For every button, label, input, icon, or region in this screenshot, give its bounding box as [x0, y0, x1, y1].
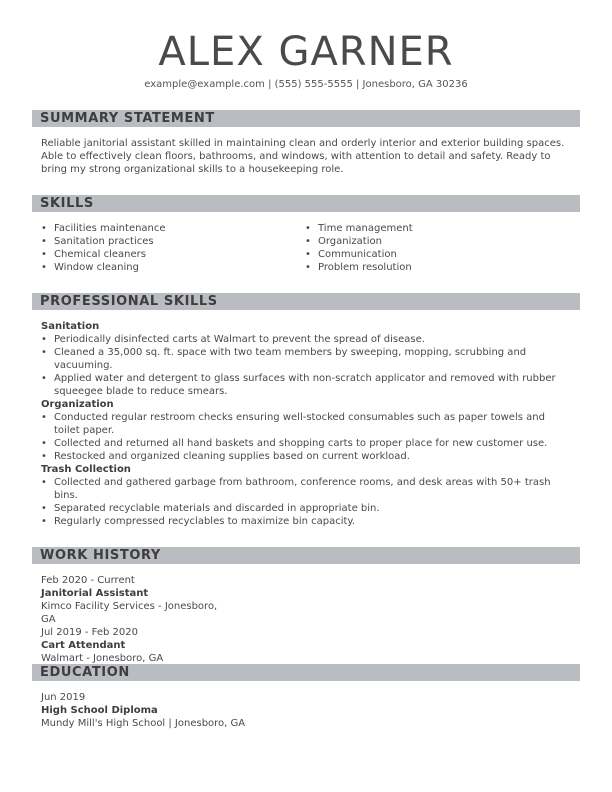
education-heading: EDUCATION — [32, 664, 580, 681]
skill-item: • Organization — [305, 235, 555, 248]
education-school: Mundy Mill's High School | Jonesboro, GA — [41, 718, 246, 729]
skill-item: • Facilities maintenance — [41, 222, 291, 235]
skill-item: • Sanitation practices — [41, 235, 291, 248]
job-title: Janitorial Assistant — [41, 588, 149, 599]
job-company: Walmart - Jonesboro, GA — [41, 653, 164, 664]
skill-item: • Window cleaning — [41, 261, 291, 274]
achievement-item: • Periodically disinfected carts at Walmart to prevent the spread of disease. — [41, 333, 573, 346]
achievement-item: • Applied water and detergent to glass surfaces with non-scratch applicator and removed with rubber squeegee blade to reduce smears. — [41, 372, 573, 398]
skill-item: • Time management — [305, 222, 555, 235]
candidate-name: ALEX GARNER — [158, 29, 454, 75]
summary-text: Reliable janitorial assistant skilled in maintaining clean and orderly interior and exterior building spaces. Able to effectively clean floors, bathrooms, and windows, with attention to detail and safety. Ready to bring my strong organizational skills to a housekeeping role. — [41, 138, 565, 175]
contact-line: example@example.com | (555) 555-5555 | Jonesboro, GA 30236 — [144, 79, 468, 90]
work-history-body — [41, 574, 241, 665]
job-dates: Feb 2020 - Current — [41, 575, 135, 586]
education-degree: High School Diploma — [41, 705, 158, 716]
job-company-state: GA — [41, 614, 56, 625]
professional-skills-heading: PROFESSIONAL SKILLS — [32, 293, 580, 310]
skill-item: • Communication — [305, 248, 555, 261]
achievement-item: • Regularly compressed recyclables to maximize bin capacity. — [41, 515, 573, 528]
job-dates: Jul 2019 - Feb 2020 — [41, 627, 138, 638]
achievement-item: • Restocked and organized cleaning supplies based on current workload. — [41, 450, 573, 463]
achievement-item: • Collected and gathered garbage from bathroom, conference rooms, and desk areas with 50+ trash bins. — [41, 476, 573, 502]
achievement-item: • Cleaned a 35,000 sq. ft. space with two team members by sweeping, mopping, scrubbing and vacuuming. — [41, 346, 573, 372]
work-history-heading: WORK HISTORY — [32, 547, 580, 564]
skill-group-heading: Trash Collection — [41, 464, 131, 475]
skills-right-column — [305, 222, 555, 274]
education-date: Jun 2019 — [41, 692, 86, 703]
professional-skills-body — [41, 320, 573, 528]
education-body — [41, 691, 573, 730]
skill-group-heading: Sanitation — [41, 321, 100, 332]
achievement-item: • Separated recyclable materials and discarded in appropriate bin. — [41, 502, 573, 515]
achievement-item: • Collected and returned all hand baskets and shopping carts to proper place for new customer use. — [41, 437, 573, 450]
skills-heading: SKILLS — [32, 195, 580, 212]
skills-left-column — [41, 222, 291, 274]
summary-heading: SUMMARY STATEMENT — [32, 110, 580, 127]
job-title: Cart Attendant — [41, 640, 126, 651]
achievement-item: • Conducted regular restroom checks ensuring well-stocked consumables such as paper towels and toilet paper. — [41, 411, 573, 437]
skill-item: • Problem resolution — [305, 261, 555, 274]
job-company: Kimco Facility Services - Jonesboro, — [41, 601, 218, 612]
skill-item: • Chemical cleaners — [41, 248, 291, 261]
skill-group-heading: Organization — [41, 399, 114, 410]
